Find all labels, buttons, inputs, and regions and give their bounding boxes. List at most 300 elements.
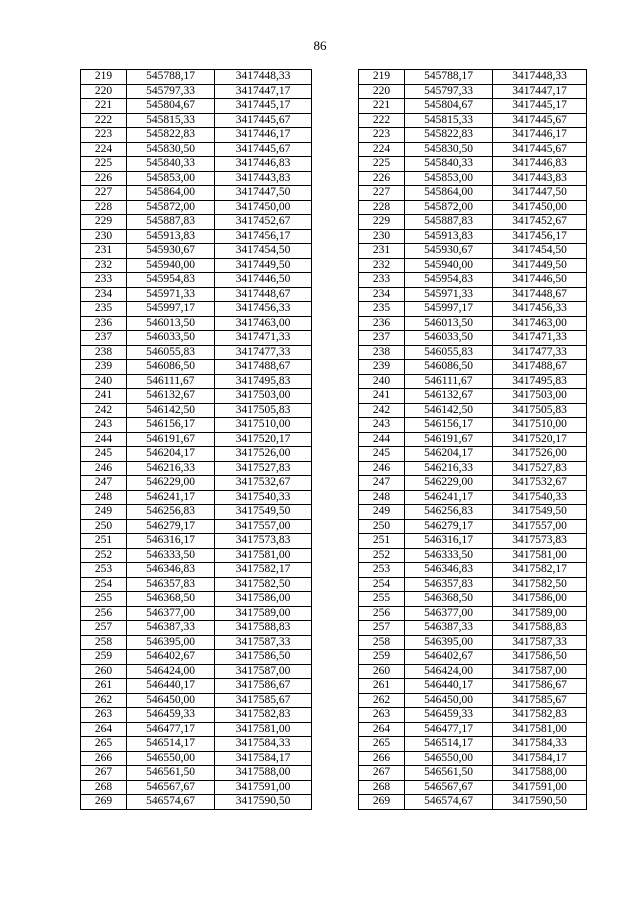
right-x-coordinate: 546142,50 xyxy=(405,403,493,418)
right-x-coordinate: 546440,17 xyxy=(405,679,493,694)
table-row xyxy=(81,795,587,810)
left-y-coordinate: 3417446,50 xyxy=(215,273,312,288)
left-y-coordinate: 3417445,17 xyxy=(215,99,312,114)
column-gap xyxy=(312,128,359,143)
right-y-coordinate: 3417488,67 xyxy=(493,360,587,375)
right-point-number: 269 xyxy=(359,795,405,810)
right-x-coordinate: 545822,83 xyxy=(405,128,493,143)
column-gap xyxy=(312,215,359,230)
table-row xyxy=(81,389,587,404)
left-y-coordinate: 3417447,17 xyxy=(215,84,312,99)
left-x-coordinate: 545954,83 xyxy=(127,273,215,288)
left-y-coordinate: 3417591,00 xyxy=(215,780,312,795)
right-y-coordinate: 3417586,00 xyxy=(493,592,587,607)
right-point-number: 244 xyxy=(359,432,405,447)
right-x-coordinate: 545913,83 xyxy=(405,229,493,244)
right-y-coordinate: 3417584,33 xyxy=(493,737,587,752)
right-x-coordinate: 546256,83 xyxy=(405,505,493,520)
left-x-coordinate: 546402,67 xyxy=(127,650,215,665)
column-gap xyxy=(312,650,359,665)
right-x-coordinate: 546279,17 xyxy=(405,519,493,534)
left-point-number: 267 xyxy=(81,766,127,781)
left-x-coordinate: 545797,33 xyxy=(127,84,215,99)
right-x-coordinate: 546086,50 xyxy=(405,360,493,375)
left-y-coordinate: 3417581,00 xyxy=(215,722,312,737)
left-point-number: 238 xyxy=(81,345,127,360)
column-gap xyxy=(312,418,359,433)
right-y-coordinate: 3417587,00 xyxy=(493,664,587,679)
right-point-number: 241 xyxy=(359,389,405,404)
right-x-coordinate: 545887,83 xyxy=(405,215,493,230)
left-point-number: 240 xyxy=(81,374,127,389)
right-y-coordinate: 3417448,33 xyxy=(493,70,587,85)
table-row xyxy=(81,345,587,360)
left-y-coordinate: 3417526,00 xyxy=(215,447,312,462)
column-gap xyxy=(312,70,359,85)
column-gap xyxy=(312,157,359,172)
right-point-number: 227 xyxy=(359,186,405,201)
left-point-number: 268 xyxy=(81,780,127,795)
table-row xyxy=(81,737,587,752)
table-row xyxy=(81,505,587,520)
left-point-number: 245 xyxy=(81,447,127,462)
left-y-coordinate: 3417445,67 xyxy=(215,142,312,157)
left-y-coordinate: 3417477,33 xyxy=(215,345,312,360)
left-point-number: 269 xyxy=(81,795,127,810)
right-point-number: 236 xyxy=(359,316,405,331)
table-row xyxy=(81,751,587,766)
table-row xyxy=(81,186,587,201)
right-point-number: 257 xyxy=(359,621,405,636)
left-point-number: 232 xyxy=(81,258,127,273)
right-y-coordinate: 3417526,00 xyxy=(493,447,587,462)
left-point-number: 222 xyxy=(81,113,127,128)
right-x-coordinate: 545840,33 xyxy=(405,157,493,172)
column-gap xyxy=(312,722,359,737)
right-x-coordinate: 546132,67 xyxy=(405,389,493,404)
right-x-coordinate: 546333,50 xyxy=(405,548,493,563)
left-point-number: 233 xyxy=(81,273,127,288)
right-point-number: 267 xyxy=(359,766,405,781)
right-x-coordinate: 546459,33 xyxy=(405,708,493,723)
left-y-coordinate: 3417445,67 xyxy=(215,113,312,128)
right-y-coordinate: 3417445,67 xyxy=(493,113,587,128)
left-point-number: 258 xyxy=(81,635,127,650)
right-x-coordinate: 545872,00 xyxy=(405,200,493,215)
left-y-coordinate: 3417520,17 xyxy=(215,432,312,447)
right-x-coordinate: 545815,33 xyxy=(405,113,493,128)
table-row xyxy=(81,447,587,462)
table-row xyxy=(81,403,587,418)
right-x-coordinate: 545804,67 xyxy=(405,99,493,114)
left-y-coordinate: 3417587,00 xyxy=(215,664,312,679)
column-gap xyxy=(312,592,359,607)
right-point-number: 221 xyxy=(359,99,405,114)
left-y-coordinate: 3417573,83 xyxy=(215,534,312,549)
left-point-number: 224 xyxy=(81,142,127,157)
left-x-coordinate: 546387,33 xyxy=(127,621,215,636)
column-gap xyxy=(312,766,359,781)
right-point-number: 261 xyxy=(359,679,405,694)
left-y-coordinate: 3417587,33 xyxy=(215,635,312,650)
right-y-coordinate: 3417581,00 xyxy=(493,722,587,737)
left-point-number: 223 xyxy=(81,128,127,143)
right-point-number: 228 xyxy=(359,200,405,215)
left-x-coordinate: 545822,83 xyxy=(127,128,215,143)
table-row xyxy=(81,722,587,737)
left-y-coordinate: 3417582,17 xyxy=(215,563,312,578)
left-x-coordinate: 546241,17 xyxy=(127,490,215,505)
right-x-coordinate: 546204,17 xyxy=(405,447,493,462)
right-x-coordinate: 546368,50 xyxy=(405,592,493,607)
left-point-number: 237 xyxy=(81,331,127,346)
right-x-coordinate: 545853,00 xyxy=(405,171,493,186)
table-row xyxy=(81,490,587,505)
right-point-number: 255 xyxy=(359,592,405,607)
right-y-coordinate: 3417448,67 xyxy=(493,287,587,302)
left-x-coordinate: 546440,17 xyxy=(127,679,215,694)
right-y-coordinate: 3417585,67 xyxy=(493,693,587,708)
left-x-coordinate: 545971,33 xyxy=(127,287,215,302)
left-x-coordinate: 546191,67 xyxy=(127,432,215,447)
table-row xyxy=(81,70,587,85)
left-point-number: 247 xyxy=(81,476,127,491)
left-y-coordinate: 3417584,17 xyxy=(215,751,312,766)
left-point-number: 243 xyxy=(81,418,127,433)
column-gap xyxy=(312,490,359,505)
right-y-coordinate: 3417549,50 xyxy=(493,505,587,520)
right-point-number: 263 xyxy=(359,708,405,723)
right-y-coordinate: 3417557,00 xyxy=(493,519,587,534)
right-x-coordinate: 546387,33 xyxy=(405,621,493,636)
left-x-coordinate: 545853,00 xyxy=(127,171,215,186)
table-row xyxy=(81,273,587,288)
right-y-coordinate: 3417449,50 xyxy=(493,258,587,273)
table-row xyxy=(81,302,587,317)
table-row xyxy=(81,229,587,244)
table-row xyxy=(81,171,587,186)
left-y-coordinate: 3417463,00 xyxy=(215,316,312,331)
right-x-coordinate: 546111,67 xyxy=(405,374,493,389)
column-gap xyxy=(312,577,359,592)
right-point-number: 222 xyxy=(359,113,405,128)
page-number: 86 xyxy=(313,38,327,53)
right-y-coordinate: 3417586,67 xyxy=(493,679,587,694)
right-y-coordinate: 3417573,83 xyxy=(493,534,587,549)
left-point-number: 242 xyxy=(81,403,127,418)
column-gap xyxy=(312,708,359,723)
left-point-number: 234 xyxy=(81,287,127,302)
left-y-coordinate: 3417582,50 xyxy=(215,577,312,592)
right-y-coordinate: 3417587,33 xyxy=(493,635,587,650)
right-point-number: 239 xyxy=(359,360,405,375)
left-y-coordinate: 3417557,00 xyxy=(215,519,312,534)
right-x-coordinate: 546191,67 xyxy=(405,432,493,447)
left-point-number: 260 xyxy=(81,664,127,679)
right-x-coordinate: 546477,17 xyxy=(405,722,493,737)
column-gap xyxy=(312,200,359,215)
left-x-coordinate: 546216,33 xyxy=(127,461,215,476)
left-x-coordinate: 546459,33 xyxy=(127,708,215,723)
table-row xyxy=(81,157,587,172)
left-y-coordinate: 3417588,83 xyxy=(215,621,312,636)
left-y-coordinate: 3417503,00 xyxy=(215,389,312,404)
right-point-number: 254 xyxy=(359,577,405,592)
table-row xyxy=(81,200,587,215)
right-x-coordinate: 545971,33 xyxy=(405,287,493,302)
left-point-number: 219 xyxy=(81,70,127,85)
right-point-number: 266 xyxy=(359,751,405,766)
left-y-coordinate: 3417448,33 xyxy=(215,70,312,85)
column-gap xyxy=(312,432,359,447)
left-x-coordinate: 546033,50 xyxy=(127,331,215,346)
left-point-number: 263 xyxy=(81,708,127,723)
table-row xyxy=(81,635,587,650)
left-x-coordinate: 545830,50 xyxy=(127,142,215,157)
table-row xyxy=(81,708,587,723)
right-y-coordinate: 3417495,83 xyxy=(493,374,587,389)
table-row xyxy=(81,418,587,433)
right-point-number: 232 xyxy=(359,258,405,273)
right-point-number: 233 xyxy=(359,273,405,288)
left-point-number: 259 xyxy=(81,650,127,665)
left-point-number: 256 xyxy=(81,606,127,621)
left-y-coordinate: 3417584,33 xyxy=(215,737,312,752)
right-point-number: 224 xyxy=(359,142,405,157)
table-row xyxy=(81,287,587,302)
table-row xyxy=(81,331,587,346)
column-gap xyxy=(312,737,359,752)
right-x-coordinate: 545788,17 xyxy=(405,70,493,85)
column-gap xyxy=(312,302,359,317)
column-gap xyxy=(312,476,359,491)
table-row xyxy=(81,84,587,99)
left-point-number: 250 xyxy=(81,519,127,534)
left-point-number: 239 xyxy=(81,360,127,375)
left-point-number: 227 xyxy=(81,186,127,201)
column-gap xyxy=(312,664,359,679)
left-point-number: 220 xyxy=(81,84,127,99)
column-gap xyxy=(312,142,359,157)
left-y-coordinate: 3417510,00 xyxy=(215,418,312,433)
left-point-number: 252 xyxy=(81,548,127,563)
coordinates-table xyxy=(80,69,587,810)
right-y-coordinate: 3417503,00 xyxy=(493,389,587,404)
left-point-number: 236 xyxy=(81,316,127,331)
right-point-number: 258 xyxy=(359,635,405,650)
left-y-coordinate: 3417590,50 xyxy=(215,795,312,810)
left-point-number: 241 xyxy=(81,389,127,404)
column-gap xyxy=(312,389,359,404)
left-point-number: 254 xyxy=(81,577,127,592)
column-gap xyxy=(312,345,359,360)
column-gap xyxy=(312,316,359,331)
left-y-coordinate: 3417471,33 xyxy=(215,331,312,346)
right-point-number: 248 xyxy=(359,490,405,505)
table-row xyxy=(81,128,587,143)
right-x-coordinate: 546395,00 xyxy=(405,635,493,650)
table-row xyxy=(81,519,587,534)
left-y-coordinate: 3417586,67 xyxy=(215,679,312,694)
right-x-coordinate: 545797,33 xyxy=(405,84,493,99)
right-y-coordinate: 3417447,50 xyxy=(493,186,587,201)
left-x-coordinate: 545872,00 xyxy=(127,200,215,215)
left-point-number: 253 xyxy=(81,563,127,578)
left-x-coordinate: 546132,67 xyxy=(127,389,215,404)
left-x-coordinate: 546086,50 xyxy=(127,360,215,375)
left-y-coordinate: 3417448,67 xyxy=(215,287,312,302)
table-row xyxy=(81,563,587,578)
table-row xyxy=(81,215,587,230)
right-x-coordinate: 545940,00 xyxy=(405,258,493,273)
left-point-number: 235 xyxy=(81,302,127,317)
right-x-coordinate: 545997,17 xyxy=(405,302,493,317)
left-x-coordinate: 546333,50 xyxy=(127,548,215,563)
left-point-number: 265 xyxy=(81,737,127,752)
left-y-coordinate: 3417452,67 xyxy=(215,215,312,230)
right-point-number: 229 xyxy=(359,215,405,230)
right-point-number: 220 xyxy=(359,84,405,99)
table-row xyxy=(81,577,587,592)
left-x-coordinate: 546477,17 xyxy=(127,722,215,737)
left-y-coordinate: 3417456,33 xyxy=(215,302,312,317)
left-x-coordinate: 546229,00 xyxy=(127,476,215,491)
right-point-number: 238 xyxy=(359,345,405,360)
column-gap xyxy=(312,360,359,375)
right-x-coordinate: 546402,67 xyxy=(405,650,493,665)
right-point-number: 252 xyxy=(359,548,405,563)
column-gap xyxy=(312,287,359,302)
right-y-coordinate: 3417591,00 xyxy=(493,780,587,795)
table-row xyxy=(81,374,587,389)
right-x-coordinate: 546357,83 xyxy=(405,577,493,592)
column-gap xyxy=(312,99,359,114)
left-point-number: 228 xyxy=(81,200,127,215)
left-point-number: 225 xyxy=(81,157,127,172)
left-x-coordinate: 545913,83 xyxy=(127,229,215,244)
coordinates-table-body xyxy=(81,70,587,810)
left-point-number: 226 xyxy=(81,171,127,186)
left-x-coordinate: 546450,00 xyxy=(127,693,215,708)
right-y-coordinate: 3417520,17 xyxy=(493,432,587,447)
left-y-coordinate: 3417588,00 xyxy=(215,766,312,781)
table-row xyxy=(81,548,587,563)
column-gap xyxy=(312,229,359,244)
right-point-number: 231 xyxy=(359,244,405,259)
left-x-coordinate: 546346,83 xyxy=(127,563,215,578)
table-row xyxy=(81,766,587,781)
table-row xyxy=(81,432,587,447)
right-y-coordinate: 3417505,83 xyxy=(493,403,587,418)
right-x-coordinate: 546567,67 xyxy=(405,780,493,795)
right-point-number: 219 xyxy=(359,70,405,85)
left-x-coordinate: 546013,50 xyxy=(127,316,215,331)
right-x-coordinate: 546055,83 xyxy=(405,345,493,360)
right-y-coordinate: 3417446,17 xyxy=(493,128,587,143)
right-y-coordinate: 3417532,67 xyxy=(493,476,587,491)
left-point-number: 244 xyxy=(81,432,127,447)
left-point-number: 249 xyxy=(81,505,127,520)
table-row xyxy=(81,621,587,636)
left-point-number: 264 xyxy=(81,722,127,737)
right-y-coordinate: 3417456,33 xyxy=(493,302,587,317)
right-y-coordinate: 3417582,50 xyxy=(493,577,587,592)
right-point-number: 268 xyxy=(359,780,405,795)
column-gap xyxy=(312,244,359,259)
right-point-number: 251 xyxy=(359,534,405,549)
column-gap xyxy=(312,606,359,621)
right-y-coordinate: 3417446,83 xyxy=(493,157,587,172)
left-x-coordinate: 546574,67 xyxy=(127,795,215,810)
column-gap xyxy=(312,273,359,288)
table-row xyxy=(81,316,587,331)
column-gap xyxy=(312,548,359,563)
column-gap xyxy=(312,374,359,389)
column-gap xyxy=(312,780,359,795)
right-point-number: 260 xyxy=(359,664,405,679)
right-y-coordinate: 3417588,83 xyxy=(493,621,587,636)
right-x-coordinate: 546574,67 xyxy=(405,795,493,810)
left-y-coordinate: 3417505,83 xyxy=(215,403,312,418)
right-point-number: 242 xyxy=(359,403,405,418)
left-y-coordinate: 3417532,67 xyxy=(215,476,312,491)
right-x-coordinate: 546514,17 xyxy=(405,737,493,752)
left-y-coordinate: 3417447,50 xyxy=(215,186,312,201)
right-y-coordinate: 3417589,00 xyxy=(493,606,587,621)
left-y-coordinate: 3417449,50 xyxy=(215,258,312,273)
table-row xyxy=(81,360,587,375)
column-gap xyxy=(312,751,359,766)
right-y-coordinate: 3417443,83 xyxy=(493,171,587,186)
right-point-number: 265 xyxy=(359,737,405,752)
right-point-number: 226 xyxy=(359,171,405,186)
right-point-number: 249 xyxy=(359,505,405,520)
left-y-coordinate: 3417582,83 xyxy=(215,708,312,723)
right-point-number: 259 xyxy=(359,650,405,665)
right-y-coordinate: 3417477,33 xyxy=(493,345,587,360)
right-y-coordinate: 3417540,33 xyxy=(493,490,587,505)
right-x-coordinate: 546377,00 xyxy=(405,606,493,621)
right-x-coordinate: 545930,67 xyxy=(405,244,493,259)
left-x-coordinate: 546357,83 xyxy=(127,577,215,592)
right-point-number: 243 xyxy=(359,418,405,433)
right-y-coordinate: 3417445,67 xyxy=(493,142,587,157)
left-y-coordinate: 3417454,50 xyxy=(215,244,312,259)
column-gap xyxy=(312,534,359,549)
left-y-coordinate: 3417488,67 xyxy=(215,360,312,375)
column-gap xyxy=(312,84,359,99)
left-y-coordinate: 3417586,00 xyxy=(215,592,312,607)
left-point-number: 262 xyxy=(81,693,127,708)
left-x-coordinate: 546279,17 xyxy=(127,519,215,534)
column-gap xyxy=(312,563,359,578)
coordinates-table-container xyxy=(80,69,587,810)
left-point-number: 231 xyxy=(81,244,127,259)
right-x-coordinate: 546229,00 xyxy=(405,476,493,491)
right-y-coordinate: 3417445,17 xyxy=(493,99,587,114)
right-y-coordinate: 3417590,50 xyxy=(493,795,587,810)
column-gap xyxy=(312,258,359,273)
table-row xyxy=(81,461,587,476)
left-y-coordinate: 3417446,83 xyxy=(215,157,312,172)
right-point-number: 262 xyxy=(359,693,405,708)
right-x-coordinate: 546561,50 xyxy=(405,766,493,781)
right-y-coordinate: 3417463,00 xyxy=(493,316,587,331)
left-x-coordinate: 545930,67 xyxy=(127,244,215,259)
right-x-coordinate: 546316,17 xyxy=(405,534,493,549)
left-point-number: 230 xyxy=(81,229,127,244)
left-y-coordinate: 3417540,33 xyxy=(215,490,312,505)
